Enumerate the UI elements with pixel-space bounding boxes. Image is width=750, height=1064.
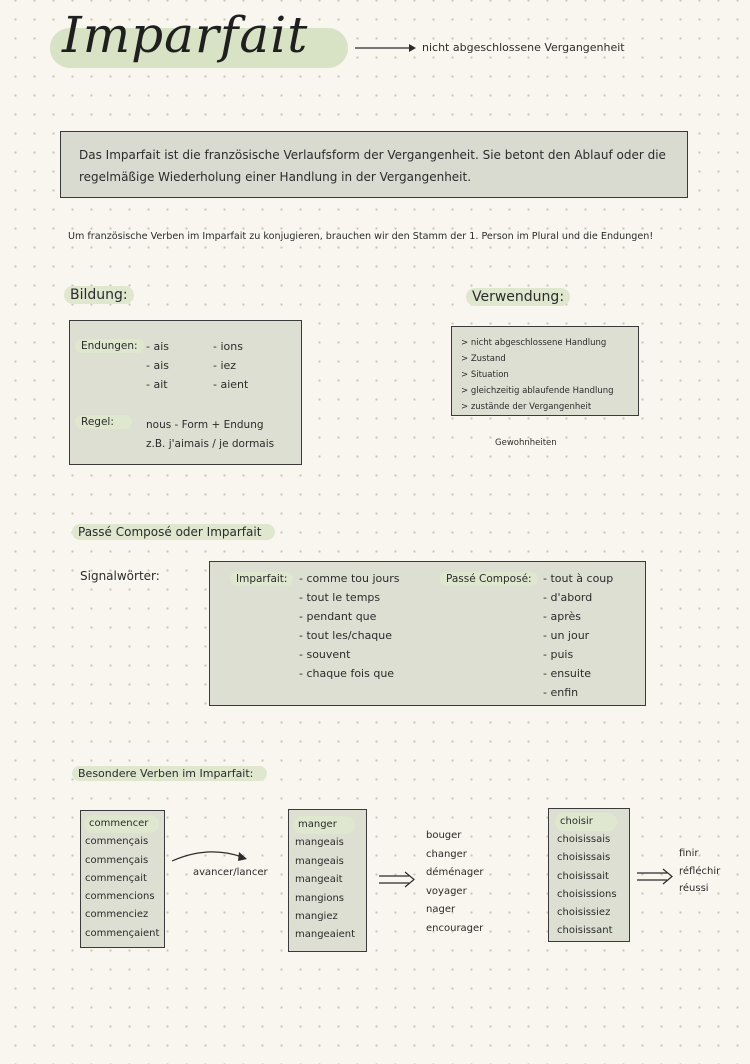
verb-form: commençais — [85, 854, 149, 866]
signal-word: - enfin — [543, 686, 579, 699]
verb-form: choisissais — [557, 852, 611, 864]
commencer-box — [80, 810, 165, 948]
verb-form: mangeais — [295, 855, 344, 867]
verwendung-item: > Zustand — [461, 354, 506, 364]
endung-item: - ais — [146, 340, 169, 353]
verb-form: commencions — [85, 891, 155, 903]
verb-form: mangeait — [295, 874, 343, 886]
verb-infinitive: commencer — [84, 815, 159, 833]
curved-arrow-icon — [170, 847, 250, 869]
arrow-note: avancer/lancer — [193, 867, 268, 878]
signal-word: - tout le temps — [299, 591, 381, 604]
endung-item: - iez — [213, 359, 237, 372]
manger-conjugation — [295, 816, 355, 945]
verwendung-item: > Situation — [461, 370, 509, 380]
signal-word: - puis — [543, 648, 574, 661]
bildung-heading: Bildung: — [64, 286, 134, 304]
verb-infinitive: manger — [293, 816, 355, 834]
verb-form: commençais — [85, 836, 149, 848]
besondere-heading: Besondere Verben im Imparfait: — [72, 766, 267, 781]
signal-word: - d'abord — [543, 591, 593, 604]
signal-word: - souvent — [299, 648, 351, 661]
verb-form: mangeaient — [295, 929, 356, 941]
endungen-left-list — [146, 337, 169, 394]
verb-form: choisissait — [557, 870, 609, 882]
signal-label: Signalwörter: — [80, 569, 160, 583]
verb-form: commençait — [85, 872, 147, 884]
title-definition: nicht abgeschlossene Vergangenheit — [422, 41, 625, 54]
signal-word: - ensuite — [543, 667, 592, 680]
commencer-conjugation — [85, 815, 159, 943]
endung-item: - aient — [213, 378, 249, 391]
regel-text — [146, 416, 274, 454]
regel-line-1: nous - Form + Endung — [146, 419, 264, 431]
verb-form: choisissais — [557, 834, 611, 846]
instruction-text: Um französische Verben im Imparfait zu konjugieren, brauchen wir den Stamm der 1. Person im Plural und die Endungen! — [68, 231, 654, 242]
choisir-conjugation — [557, 813, 617, 940]
verwendung-item: > nicht abgeschlossene Handlung — [461, 338, 607, 348]
endungen-label: Endungen: — [75, 339, 144, 353]
verb-form: commençaient — [85, 927, 160, 939]
verb-example: déménager — [426, 867, 484, 878]
ir-verb-list — [679, 845, 720, 898]
intro-text — [79, 144, 666, 188]
signal-word: - un jour — [543, 629, 590, 642]
verb-example: nager — [426, 904, 456, 915]
verb-example: réussi — [679, 883, 709, 894]
verb-form: choisissiez — [557, 907, 611, 919]
verb-form: choisissant — [557, 925, 613, 937]
pc-heading: Passé Composé oder Imparfait — [72, 524, 275, 540]
signal-word: - après — [543, 610, 581, 623]
endung-item: - ais — [146, 359, 169, 372]
regel-label: Regel: — [75, 415, 132, 429]
bildung-box — [69, 320, 302, 465]
endung-item: - ions — [213, 340, 243, 353]
imparfait-label: Imparfait: — [230, 572, 293, 586]
verwendung-list — [461, 335, 614, 415]
choisir-box — [548, 808, 630, 942]
verwendung-box — [451, 326, 639, 416]
endung-item: - ait — [146, 378, 168, 391]
verb-example: finir — [679, 848, 699, 859]
verwendung-heading: Verwendung: — [466, 288, 570, 306]
verb-form: mangeais — [295, 837, 344, 849]
verb-example: changer — [426, 848, 467, 860]
verb-form: mangions — [295, 892, 344, 904]
signal-box — [209, 561, 646, 706]
verb-form: mangiez — [295, 911, 338, 923]
ger-verb-list — [426, 827, 483, 938]
verb-example: bouger — [426, 830, 462, 841]
double-arrow-icon — [379, 871, 417, 889]
endungen-right-list — [213, 337, 248, 394]
signal-word: - tout les/chaque — [299, 629, 393, 642]
verwendung-extra: Gewohnheiten — [495, 438, 557, 448]
verb-infinitive: choisir — [555, 813, 617, 831]
verwendung-item: > gleichzeitig ablaufende Handlung — [461, 386, 614, 396]
intro-line-2: regelmäßige Wiederholung einer Handlung in der Vergangenheit. — [79, 170, 472, 184]
manger-box — [288, 809, 367, 952]
intro-line-1: Das Imparfait ist die französische Verlaufsform der Vergangenheit. Sie betont den Ablauf oder die — [79, 148, 666, 162]
double-arrow-icon — [637, 868, 675, 886]
imparfait-word-list — [299, 569, 399, 683]
signal-word: - chaque fois que — [299, 667, 395, 680]
verwendung-item: > zustände der Vergangenheit — [461, 402, 592, 412]
verb-form: choisissions — [557, 888, 617, 900]
intro-box — [60, 131, 688, 198]
signal-word: - comme tou jours — [299, 572, 400, 585]
verb-form: commenciez — [85, 909, 149, 921]
regel-line-2: z.B. j'aimais / je dormais — [146, 438, 275, 450]
verb-example: voyager — [426, 885, 467, 897]
signal-word: - pendant que — [299, 610, 377, 623]
pc-word-list — [543, 569, 613, 702]
pc-label: Passé Composé: — [440, 572, 538, 586]
arrow-right-icon — [355, 42, 417, 54]
verb-example: encourager — [426, 922, 484, 934]
signal-word: - tout à coup — [543, 572, 614, 585]
verb-example: réfléchir — [679, 865, 721, 877]
page-title: Imparfait — [62, 6, 309, 64]
